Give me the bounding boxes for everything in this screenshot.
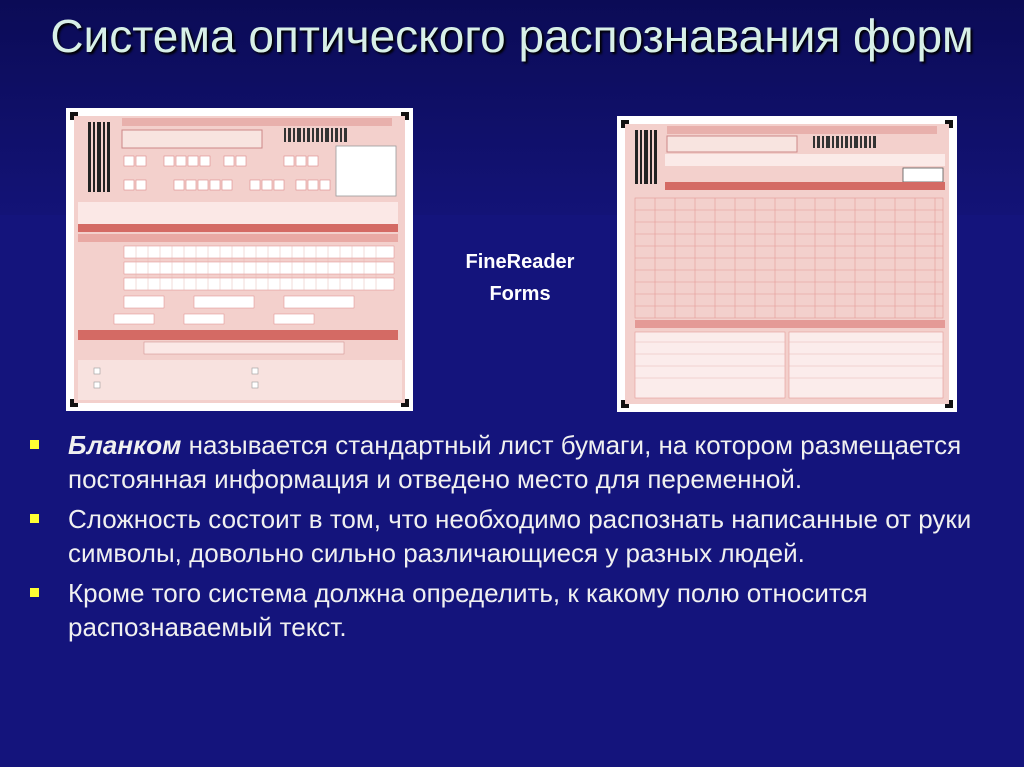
bullet-item <box>30 428 990 496</box>
bullet-item <box>30 502 990 570</box>
bullet-item <box>30 576 990 644</box>
bullet-lead-term: Бланком <box>68 430 182 460</box>
form-sheet <box>74 116 405 403</box>
registration-form-image <box>66 108 413 411</box>
answer-form-image <box>617 116 957 412</box>
bullet-text: Кроме того система должна определить, к какому полю относится распознаваемый текст. <box>68 578 868 642</box>
bullet-list <box>30 428 990 650</box>
bullet-square-icon <box>30 588 39 597</box>
bullet-text: Сложность состоит в том, что необходимо распознать написанные от руки символы, довольно сильно различающиеся у разных людей. <box>68 504 972 568</box>
bullet-square-icon <box>30 440 39 449</box>
form-sheet <box>625 124 949 404</box>
form-graphic <box>625 124 949 404</box>
bullet-square-icon <box>30 514 39 523</box>
slide-title: Система оптического распознавания форм <box>50 10 974 62</box>
caption-line-1: FineReader <box>465 251 575 273</box>
caption-finereader-forms <box>440 246 600 310</box>
form-graphic <box>74 116 405 403</box>
caption-line-2: Forms <box>489 283 551 305</box>
bullet-text: называется стандартный лист бумаги, на котором размещается постоянная информация и отведено место для переменной. <box>68 430 962 494</box>
